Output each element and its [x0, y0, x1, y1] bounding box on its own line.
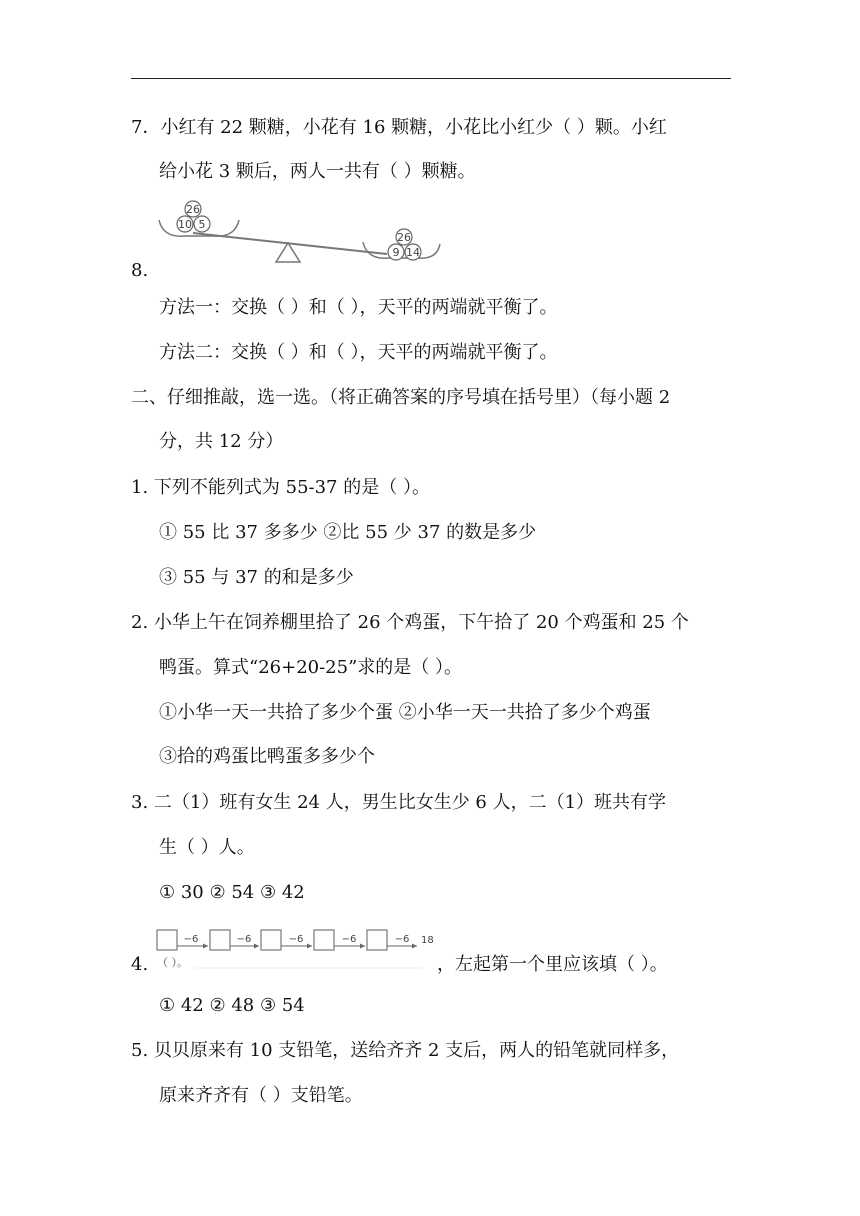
section-2-heading-1: 二、仔细推敲，选一选。（将正确答案的序号填在括号里）（每小题 2 [131, 387, 671, 408]
svg-text:14: 14 [406, 246, 420, 259]
q8-method-2: 方法二：交换（ ）和（ ），天平的两端就平衡了。 [159, 342, 558, 363]
choice-2-line-1: 2. 小华上午在饲养棚里拾了 26 个鸡蛋，下午拾了 20 个鸡蛋和 25 个 [131, 612, 689, 633]
chain-step-1: −6 [183, 934, 199, 945]
chain-box-5 [367, 930, 387, 950]
left-weight-top [185, 201, 201, 217]
choice-1-options-1: ① 55 比 37 多多少 ②比 55 少 37 的数是多少 [159, 522, 537, 543]
chain-step-4: −6 [341, 934, 357, 945]
chain-box-1 [157, 930, 177, 950]
left-weight-2 [194, 216, 210, 232]
choice-5-line-1: 5. 贝贝原来有 10 支铅笔，送给齐齐 2 支后，两人的铅笔就同样多， [131, 1040, 680, 1061]
choice-3-line-2: 生（ ）人。 [159, 837, 255, 858]
chain-step-3: −6 [288, 934, 304, 945]
chain-end-value: 18 [421, 935, 434, 946]
balance-fulcrum [276, 243, 300, 262]
choice-1-question: 1. 下列不能列式为 55-37 的是（ ）。 [131, 477, 430, 498]
choice-4-options: ① 42 ② 48 ③ 54 [159, 995, 305, 1016]
svg-text:9: 9 [392, 246, 400, 259]
subtraction-chain-figure [155, 926, 440, 972]
right-weight-1 [388, 244, 404, 260]
chain-step-5: −6 [394, 934, 410, 945]
q7-line-2: 给小花 3 颗后，两人一共有（ ）颗糖。 [159, 161, 476, 182]
svg-text:26: 26 [186, 203, 200, 216]
chain-box-2 [210, 930, 230, 950]
chain-answer-paren: （ ）。 [157, 956, 188, 969]
q8-number: 8. [131, 260, 149, 281]
choice-2-line-2: 鸭蛋。算式“26+20-25”求的是（ ）。 [159, 657, 463, 678]
choice-1-options-2: ③ 55 与 37 的和是多少 [159, 567, 354, 588]
right-weight-2 [405, 244, 421, 260]
choice-3-options: ① 30 ② 54 ③ 42 [159, 882, 305, 903]
top-rule [131, 78, 731, 79]
choice-3-line-1: 3. 二（1）班有女生 24 人，男生比女生少 6 人，二（1）班共有学 [131, 792, 667, 813]
chain-step-2: −6 [236, 934, 252, 945]
choice-2-options-2: ③拾的鸡蛋比鸭蛋多多少个 [159, 746, 375, 767]
choice-5-line-2: 原来齐齐有（ ）支铅笔。 [159, 1085, 363, 1106]
chain-box-4 [314, 930, 334, 950]
choice-4-question: ，左起第一个里应该填（ ）。 [437, 954, 668, 975]
balance-scale-figure [155, 198, 445, 273]
q7-line-1: 7．小红有 22 颗糖，小花有 16 颗糖，小花比小红少（ ）颗。小红 [131, 117, 667, 138]
svg-text:10: 10 [178, 218, 192, 231]
left-weight-1 [177, 216, 193, 232]
right-weight-top [396, 229, 412, 245]
svg-text:5: 5 [198, 218, 206, 231]
choice-4-number: 4. [131, 954, 149, 975]
q8-method-1: 方法一：交换（ ）和（ ），天平的两端就平衡了。 [159, 297, 558, 318]
chain-box-3 [261, 930, 281, 950]
section-2-heading-2: 分，共 12 分） [159, 431, 284, 452]
svg-text:26: 26 [397, 231, 411, 244]
choice-2-options-1: ①小华一天一共拾了多少个蛋 ②小华一天一共拾了多少个鸡蛋 [159, 702, 651, 723]
